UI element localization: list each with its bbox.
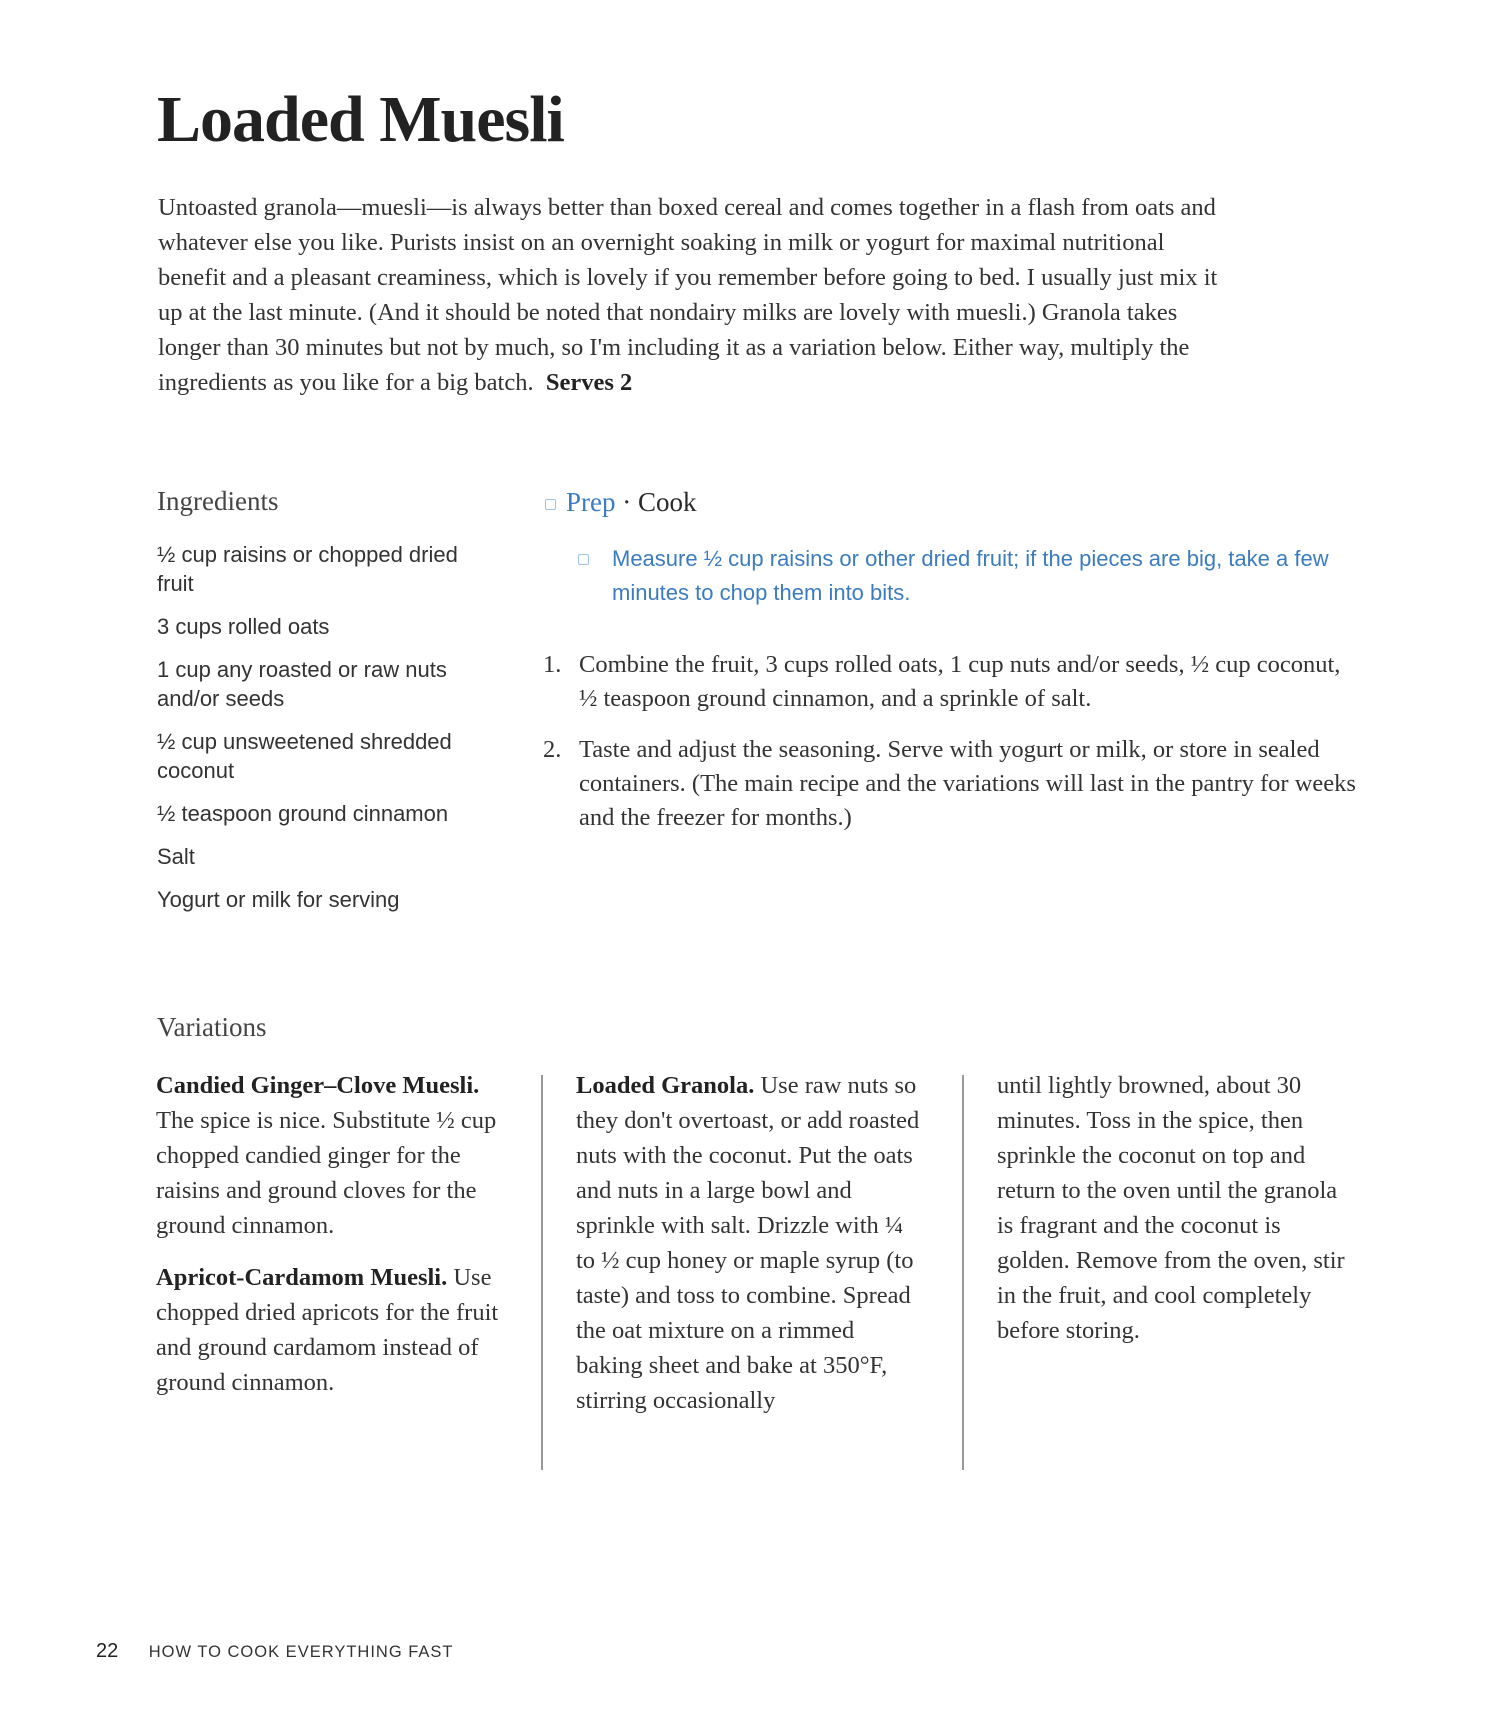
ingredient-item: Yogurt or milk for serving	[157, 887, 400, 912]
step-number: 1.	[543, 651, 562, 678]
step-number: 2.	[543, 736, 562, 763]
variation-name: Candied Ginger–Clove Muesli.	[156, 1072, 480, 1099]
column-divider	[541, 1075, 543, 1470]
ingredient-item: ½ teaspoon ground cinnamon	[157, 801, 449, 826]
method-heading	[545, 487, 697, 518]
variation	[576, 1068, 926, 1418]
serves: Serves 2	[545, 369, 633, 396]
checkbox-icon	[545, 499, 556, 510]
cook-label: Cook	[638, 487, 697, 517]
step-item	[543, 648, 1363, 716]
checkbox-icon	[578, 554, 589, 565]
variation-text: Use raw nuts so they don't overtoast, or add roasted nuts with the coconut. Put the oats and nuts in a large bowl and sprinkle with salt. Drizzle with ¼ to ½ cup honey or maple syrup (to taste) and toss to combine. Spread the oat mixture on a rimmed baking sheet and bake at 350°F, stirring occasionally	[576, 1072, 920, 1414]
recipe-title: Loaded Muesli	[157, 83, 564, 156]
step-text: Combine the fruit, 3 cups rolled oats, 1 cup nuts and/or seeds, ½ cup coconut, ½ teaspoon ground cinnamon, and a sprinkle of salt.	[579, 651, 1341, 712]
variation-text: Use chopped dried apricots for the fruit and ground cardamom instead of ground cinnamon.	[156, 1264, 499, 1396]
separator: ·	[622, 487, 632, 517]
step-text: Taste and adjust the seasoning. Serve with yogurt or milk, or store in sealed containers. (The main recipe and the variations will last in the pantry for weeks and the freezer for months.)	[579, 736, 1356, 831]
prep-step	[578, 542, 1368, 610]
prep-step-text: Measure ½ cup raisins or other dried fruit; if the pieces are big, take a few minutes to chop them into bits.	[612, 546, 1329, 605]
book-title: HOW TO COOK EVERYTHING FAST	[148, 1643, 454, 1661]
variation-text: The spice is nice. Substitute ½ cup chopped candied ginger for the raisins and ground cloves for the ground cinnamon.	[156, 1107, 497, 1239]
variations-column-3	[997, 1068, 1347, 1365]
variations-column-1	[156, 1068, 511, 1417]
variations-heading: Variations	[157, 1012, 267, 1042]
ingredient-item: ½ cup unsweetened shredded coconut	[157, 729, 452, 783]
variation	[156, 1260, 511, 1400]
variation-name: Loaded Granola.	[576, 1072, 755, 1099]
prep-label: Prep	[566, 487, 616, 517]
ingredient-item: 3 cups rolled oats	[157, 614, 330, 639]
recipe-intro	[158, 190, 1218, 400]
page-footer	[96, 1640, 454, 1663]
ingredients-list	[157, 540, 487, 928]
steps-list	[543, 648, 1363, 852]
step-item	[543, 733, 1363, 835]
intro-text: Untoasted granola—muesli—is always better than boxed cereal and comes together in a flash from oats and whatever else you like. Purists insist on an overnight soaking in milk or yogurt for maximal nutritional benefit and a pleasant creaminess, which is lovely if you remember before going to bed. I usually just mix it up at the last minute. (And it should be noted that nondairy milks are lovely with muesli.) Granola takes longer than 30 minutes but not by much, so I'm including it as a variation below. Either way, multiply the ingredients as you like for a big batch.	[158, 194, 1218, 396]
ingredient-item: 1 cup any roasted or raw nuts and/or seeds	[157, 657, 447, 711]
column-divider	[962, 1075, 964, 1470]
ingredient-item: Salt	[157, 844, 195, 869]
variation	[156, 1068, 511, 1243]
variation-continued: until lightly browned, about 30 minutes. Toss in the spice, then sprinkle the coconut on top and return to the oven until the granola is fragrant and the coconut is golden. Remove from the oven, stir in the fruit, and cool completely before storing.	[997, 1072, 1345, 1344]
page-number: 22	[96, 1640, 119, 1662]
variation-name: Apricot-Cardamom Muesli.	[156, 1264, 448, 1291]
variations-column-2	[576, 1068, 926, 1435]
ingredient-item: ½ cup raisins or chopped dried fruit	[157, 542, 458, 596]
ingredients-heading: Ingredients	[157, 486, 279, 516]
